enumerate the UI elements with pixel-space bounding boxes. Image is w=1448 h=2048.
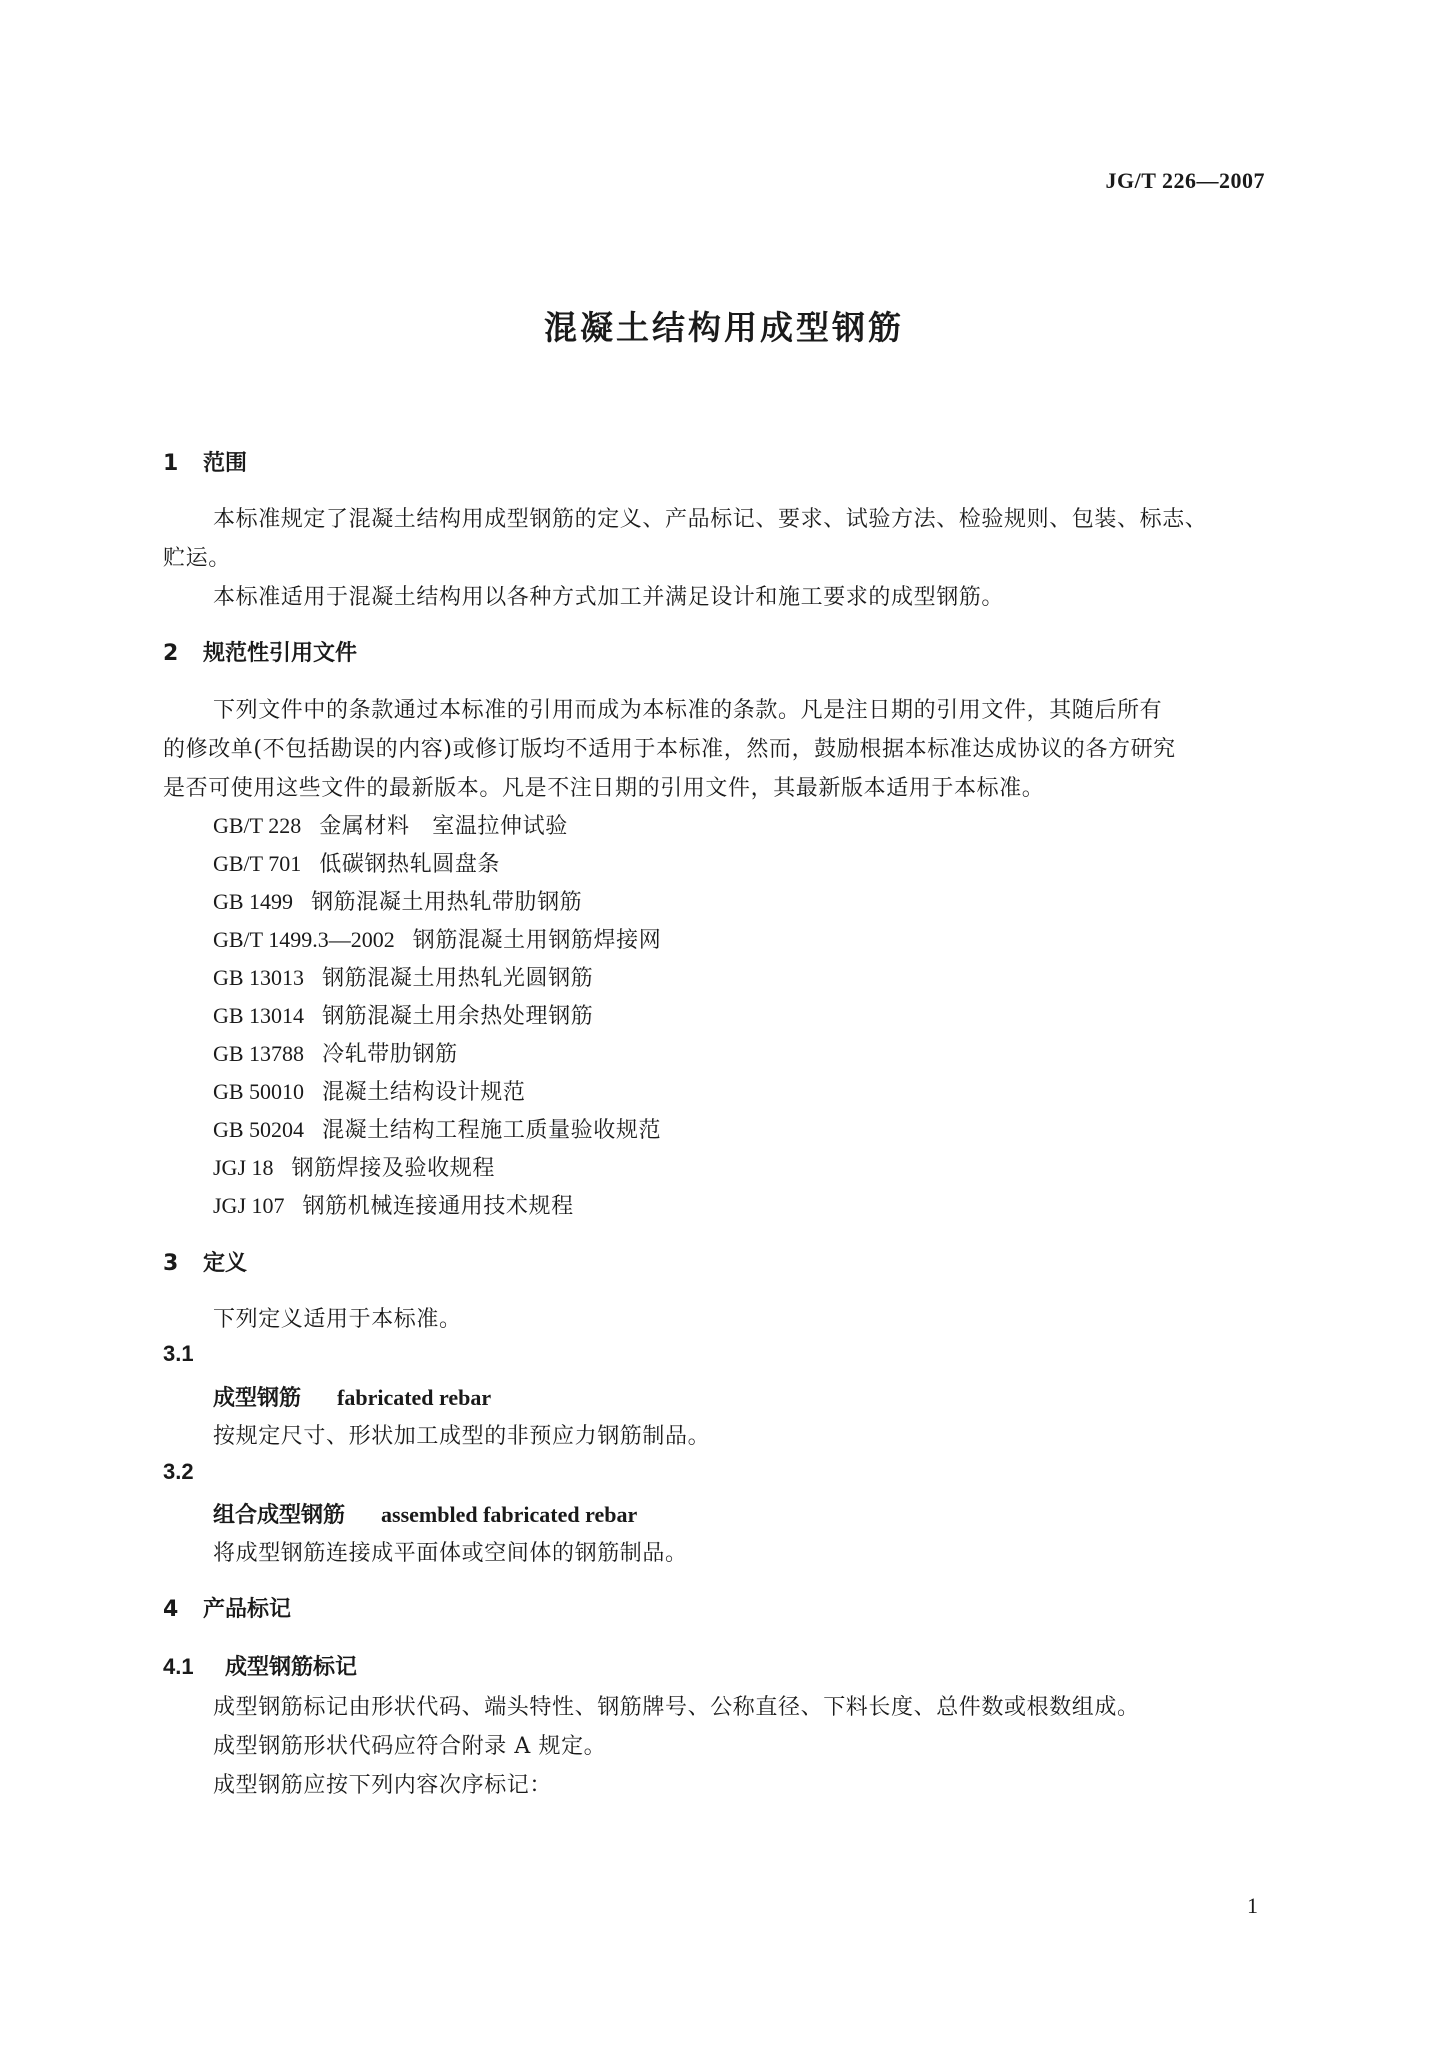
reference-item [213,1113,661,1144]
term-chinese: 成型钢筋 [213,1386,302,1411]
section-number: 1 [163,451,179,476]
section-1-paragraph-1-cont: 贮运。 [163,546,231,571]
reference-title: 钢筋混凝土用钢筋焊接网 [412,928,662,953]
section-2-paragraph-line-3: 是否可使用这些文件的最新版本。凡是不注日期的引用文件，其最新版本适用于本标准。 [163,776,1045,801]
section-4-heading [163,1592,291,1623]
reference-item [213,1075,525,1106]
reference-item [213,1189,574,1220]
reference-title: 冷轧带肋钢筋 [322,1042,458,1067]
section-number: 3 [163,1251,179,1276]
reference-title: 钢筋混凝土用热轧光圆钢筋 [322,966,594,991]
section-1-paragraph-1: 本标准规定了混凝土结构用成型钢筋的定义、产品标记、要求、试验方法、检验规则、包装、标志、 [213,507,1208,532]
reference-code: GB 13013 [213,965,305,990]
subsection-paragraph-2: 成型钢筋形状代码应符合附录 A 规定。 [213,1734,607,1759]
definition-text: 按规定尺寸、形状加工成型的非预应力钢筋制品。 [213,1424,711,1449]
section-3-intro: 下列定义适用于本标准。 [213,1307,462,1332]
section-number: 2 [163,641,179,666]
section-title: 规范性引用文件 [203,641,358,666]
reference-item [213,961,593,992]
section-1-paragraph-2: 本标准适用于混凝土结构用以各种方式加工并满足设计和施工要求的成型钢筋。 [213,585,1005,610]
section-2-paragraph-line-1: 下列文件中的条款通过本标准的引用而成为本标准的条款。凡是注日期的引用文件，其随后所有 [213,698,1163,723]
term-chinese: 组合成型钢筋 [213,1503,346,1528]
reference-title: 混凝土结构工程施工质量验收规范 [322,1118,662,1143]
reference-item [213,1151,495,1182]
reference-item [213,1037,458,1068]
section-3-heading [163,1246,247,1277]
reference-code: GB 13788 [213,1041,305,1066]
subsection-4-1-heading [163,1650,357,1681]
section-title: 产品标记 [203,1597,292,1622]
reference-title: 金属材料 室温拉伸试验 [319,814,568,839]
reference-code: GB/T 701 [213,851,302,876]
section-number: 4 [163,1597,179,1622]
reference-title: 低碳钢热轧圆盘条 [319,852,501,877]
term-english: assembled fabricated rebar [381,1502,638,1527]
reference-title: 钢筋混凝土用余热处理钢筋 [322,1004,594,1029]
definition-term [213,1498,637,1529]
subsection-number: 4.1 [163,1654,194,1679]
reference-code: GB 1499 [213,889,294,914]
section-title: 范围 [203,451,248,476]
subsection-paragraph-3: 成型钢筋应按下列内容次序标记： [213,1773,553,1798]
reference-title: 混凝土结构设计规范 [322,1080,526,1105]
section-2-heading [163,636,357,667]
standard-code: JG/T 226—2007 [1105,168,1265,193]
document-title: 混凝土结构用成型钢筋 [544,308,904,347]
definition-term [213,1381,491,1412]
page-number: 1 [1247,1893,1258,1918]
reference-code: JGJ 107 [213,1193,285,1218]
subsection-title: 成型钢筋标记 [225,1655,358,1680]
term-english: fabricated rebar [337,1385,492,1410]
reference-item [213,923,661,954]
definition-number: 3.2 [163,1459,194,1484]
reference-code: GB 50010 [213,1079,305,1104]
section-2-paragraph-line-2: 的修改单(不包括勘误的内容)或修订版均不适用于本标准，然而，鼓励根据本标准达成协议的各方研究 [163,737,1176,762]
section-1-heading [163,446,247,477]
reference-code: GB/T 1499.3—2002 [213,927,395,952]
reference-item [213,885,582,916]
reference-code: JGJ 18 [213,1155,274,1180]
subsection-paragraph-1: 成型钢筋标记由形状代码、端头特性、钢筋牌号、公称直径、下料长度、总件数或根数组成。 [213,1695,1140,1720]
definition-number: 3.1 [163,1341,194,1366]
reference-code: GB/T 228 [213,813,302,838]
reference-title: 钢筋混凝土用热轧带肋钢筋 [311,890,583,915]
reference-code: GB 13014 [213,1003,305,1028]
definition-text: 将成型钢筋连接成平面体或空间体的钢筋制品。 [213,1541,688,1566]
reference-code: GB 50204 [213,1117,305,1142]
reference-item [213,999,593,1030]
section-title: 定义 [203,1251,248,1276]
reference-item [213,809,568,840]
reference-item [213,847,500,878]
reference-title: 钢筋机械连接通用技术规程 [302,1194,574,1219]
reference-title: 钢筋焊接及验收规程 [291,1156,495,1181]
